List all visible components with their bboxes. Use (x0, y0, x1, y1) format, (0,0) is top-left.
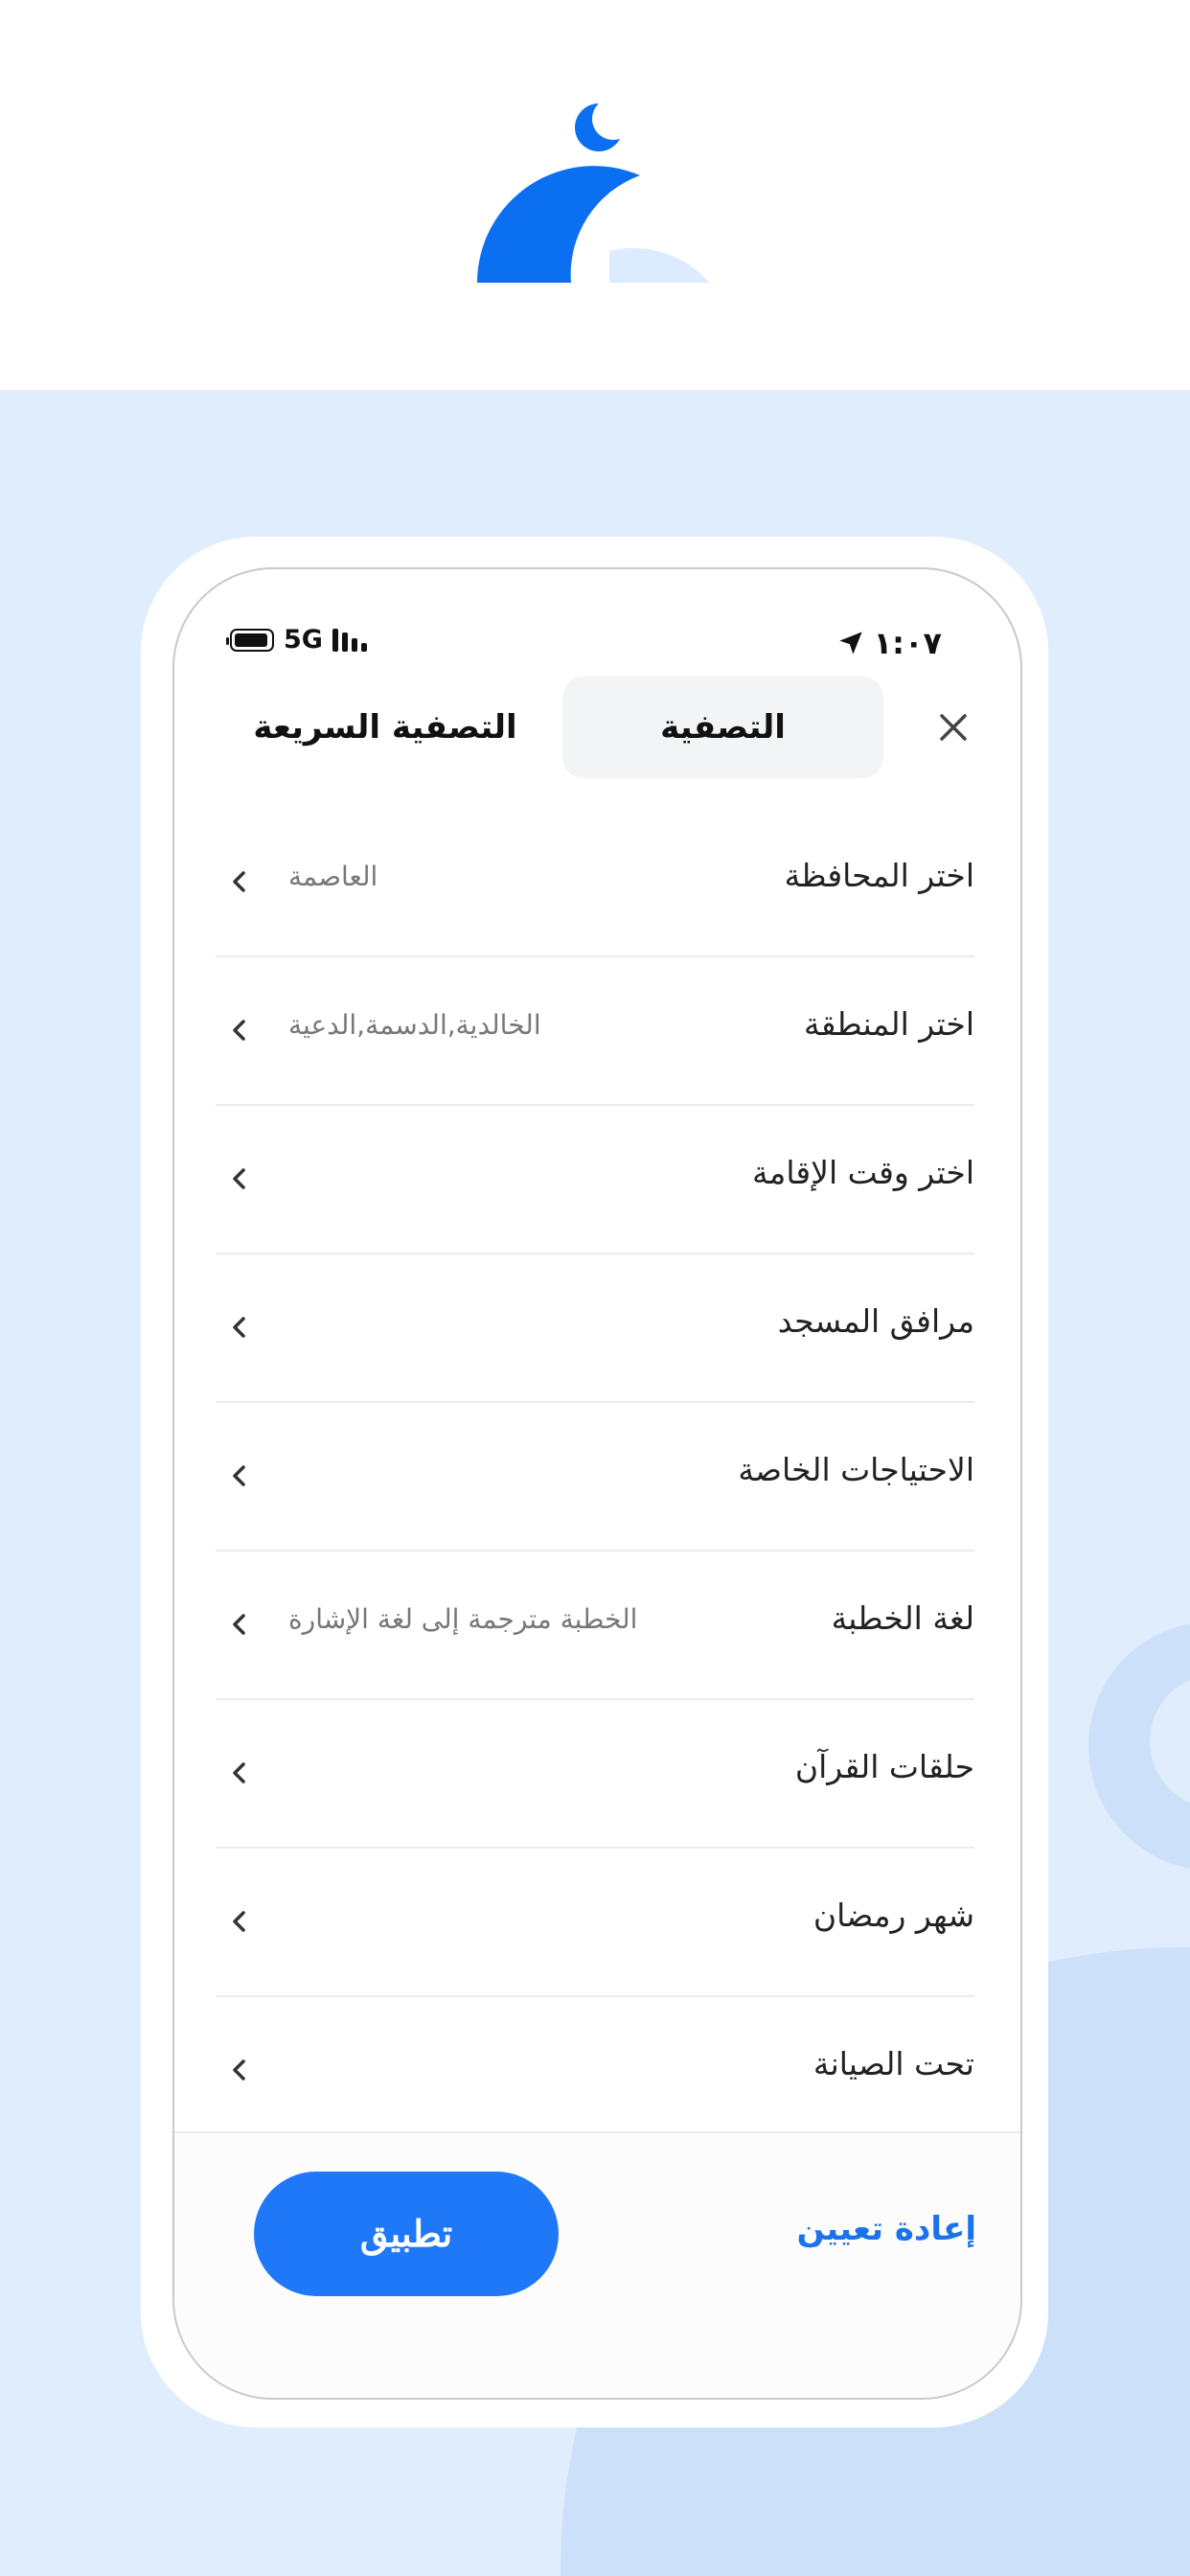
filter-row[interactable] (216, 1997, 974, 2146)
close-icon (939, 713, 968, 742)
filter-row[interactable] (216, 1403, 974, 1552)
filter-label: الاحتياجات الخاصة (738, 1451, 974, 1488)
filter-value: الخالدية,الدسمة,الدعية (288, 1009, 541, 1041)
chevron-left-icon (227, 1607, 252, 1642)
chevron-left-icon (227, 1310, 252, 1345)
apply-button[interactable]: تطبيق (254, 2172, 559, 2296)
filter-list (216, 809, 974, 2146)
reset-button[interactable]: إعادة تعيين (796, 2210, 976, 2248)
tab-filter[interactable]: التصفية (562, 677, 883, 778)
mosque-logo-icon (0, 0, 1190, 390)
filter-label: لغة الخطبة (831, 1599, 974, 1637)
footer-bar (174, 2131, 1020, 2400)
filter-row[interactable] (216, 809, 974, 957)
time-label: ١:٠٧ (873, 625, 942, 661)
chevron-left-icon (227, 1459, 252, 1493)
chevron-left-icon (227, 1162, 252, 1196)
filter-label: مرافق المسجد (777, 1302, 974, 1340)
location-arrow-icon (837, 630, 864, 656)
phone-screen (172, 567, 1022, 2400)
filter-row[interactable] (216, 1700, 974, 1849)
filter-row[interactable] (216, 1849, 974, 1997)
battery-icon (230, 629, 274, 652)
chevron-left-icon (227, 1013, 252, 1047)
filter-row[interactable] (216, 1106, 974, 1254)
filter-label: اختر المنطقة (804, 1005, 974, 1043)
filter-value: الخطبة مترجمة إلى لغة الإشارة (288, 1603, 638, 1635)
filter-row[interactable] (216, 1254, 974, 1403)
close-button[interactable] (929, 703, 977, 751)
filter-tabs (174, 677, 1020, 778)
status-bar (174, 598, 1020, 661)
chevron-left-icon (227, 1756, 252, 1790)
network-label: 5G (284, 625, 323, 655)
chevron-left-icon (227, 864, 252, 899)
status-time (837, 625, 942, 661)
filter-value: العاصمة (288, 861, 378, 892)
filter-label: حلقات القرآن (794, 1748, 974, 1785)
filter-row[interactable] (216, 957, 974, 1106)
filter-label: تحت الصيانة (812, 2045, 974, 2082)
tab-quick-filter[interactable]: التصفية السريعة (253, 708, 517, 747)
filter-label: اختر المحافظة (784, 857, 974, 894)
filter-label: اختر وقت الإقامة (751, 1154, 974, 1191)
signal-bars-icon (332, 629, 367, 652)
filter-label: شهر رمضان (812, 1897, 974, 1934)
chevron-left-icon (227, 1904, 252, 1939)
filter-row[interactable] (216, 1552, 974, 1700)
chevron-left-icon (227, 2053, 252, 2087)
logo-area (0, 0, 1190, 390)
status-left (230, 625, 367, 655)
